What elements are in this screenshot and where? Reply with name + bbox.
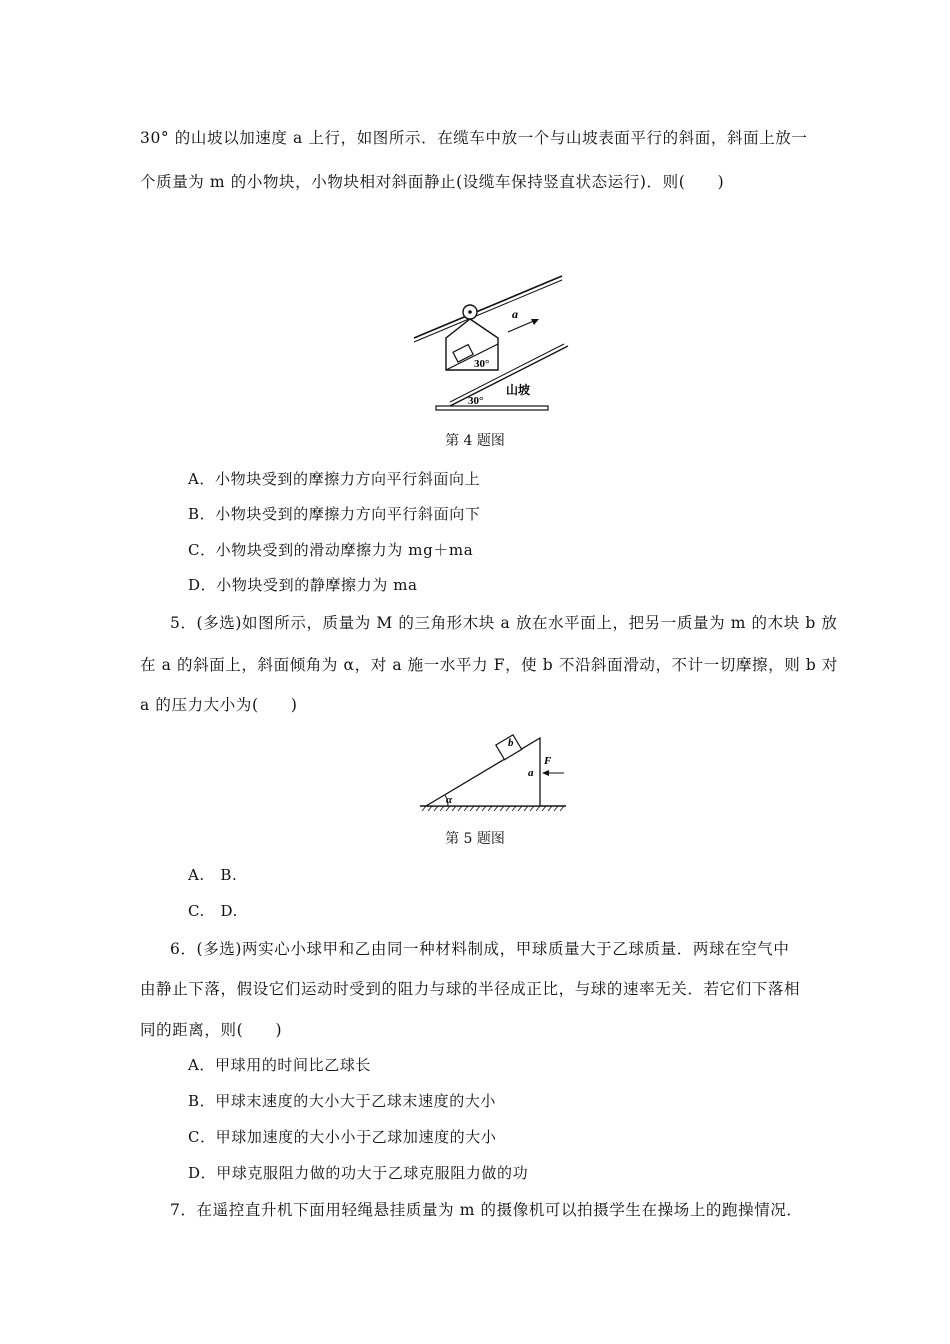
accel-arrow (508, 320, 536, 332)
q4-option-a: A．小物块受到的摩擦力方向平行斜面向上 (188, 470, 481, 488)
block-b-label: b (508, 737, 514, 749)
force-label: F (544, 755, 552, 767)
angle-label-car: 30° (474, 358, 490, 370)
q6-text-line-2: 由静止下落，假设它们运动时受到的阻力与球的半径成正比，与球的速率无关．若它们下落相 (140, 980, 801, 998)
q4-option-d: D．小物块受到的静摩擦力为 ma (188, 576, 418, 594)
q4-text-line-1: 30° 的山坡以加速度 a 上行，如图所示．在缆车中放一个与山坡表面平行的斜面，斜面上放一 (140, 129, 808, 147)
q6-option-c: C．甲球加速度的大小小于乙球加速度的大小 (188, 1128, 497, 1146)
angle-label-ground: 30° (468, 395, 484, 407)
q4-option-b: B．小物块受到的摩擦力方向平行斜面向下 (188, 505, 481, 523)
q5-text-line-3: a 的压力大小为( ) (140, 696, 298, 714)
q4-text-line-2: 个质量为 m 的小物块，小物块相对斜面静止(设缆车保持竖直状态运行)．则( ) (140, 173, 725, 191)
q5-options-row-1: A. B. (188, 866, 238, 884)
ground (436, 406, 548, 410)
q5-caption: 第 5 题图 (445, 831, 505, 847)
accel-label: a (512, 307, 518, 321)
q5-options-row-2: C. D. (188, 902, 238, 920)
cable (414, 276, 562, 338)
wedge-a-label: a (528, 767, 534, 779)
q6-option-b: B．甲球末速度的大小大于乙球末速度的大小 (188, 1092, 497, 1110)
q6-option-a: A．甲球用的时间比乙球长 (188, 1056, 372, 1074)
cable-car (446, 319, 498, 370)
q5-text-line-2: 在 a 的斜面上，斜面倾角为 α，对 a 施一水平力 F，使 b 不沿斜面滑动，不计一切摩擦，则 b 对 (140, 656, 839, 674)
q6-option-d: D．甲球克服阻力做的功大于乙球克服阻力做的功 (188, 1164, 529, 1182)
small-block (453, 345, 473, 363)
angle-label: α (446, 794, 453, 806)
q5-figure (418, 724, 568, 816)
q5-text-line-1: 5．(多选)如图所示，质量为 M 的三角形木块 a 放在水平面上，把另一质量为 m 的木块 b 放 (170, 614, 838, 632)
q4-caption: 第 4 题图 (445, 433, 505, 449)
q6-text-line-1: 6．(多选)两实心小球甲和乙由同一种材料制成，甲球质量大于乙球质量．两球在空气中 (170, 940, 790, 958)
slope-label: 山坡 (506, 383, 531, 397)
q6-text-line-3: 同的距离，则( ) (140, 1021, 283, 1039)
q4-option-c: C．小物块受到的滑动摩擦力为 mg＋ma (188, 541, 474, 559)
q4-figure (408, 272, 578, 420)
q7-text-line-1: 7．在遥控直升机下面用轻绳悬挂质量为 m 的摄像机可以拍摄学生在操场上的跑操情况． (170, 1201, 803, 1219)
wedge-a (426, 738, 540, 806)
